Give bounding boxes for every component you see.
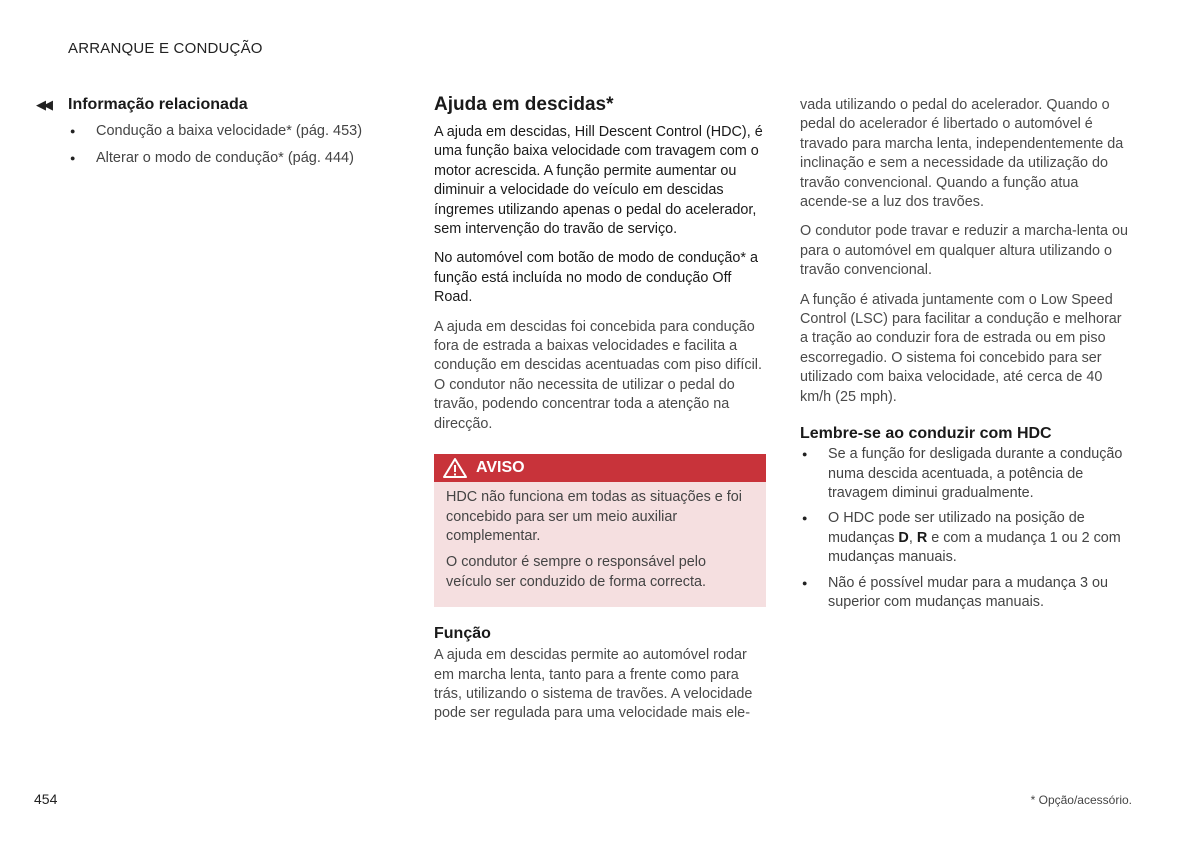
warning-triangle-icon	[442, 457, 468, 479]
lsc-paragraph: A função é ativada juntamente com o Low Speed Control (LSC) para facilitar a condução e melhorar a tração ao conduzir fora de estrada ou em piso escorregadio. O sistema foi concebido para ser utilizado com baixa velocidade, até cerca de 40 km/h (25 mph).	[800, 291, 1122, 405]
reminder-item	[800, 509, 1132, 567]
related-link-low-speed[interactable]: ● Condução a baixa velocidade* (pág. 453)	[68, 122, 376, 140]
reminder-item: ● Não é possível mudar para a mudança 3 ou superior com mudanças manuais.	[800, 574, 1132, 613]
design-paragraph: A ajuda em descidas foi concebida para condução fora de estrada a baixas velocidades e facilita a condução em descidas acentuadas com piso difícil. O condutor não necessita de utilizar o pedal do travão, podendo concentrar toda a atenção na direcção.	[434, 318, 762, 432]
page-title: Ajuda em descidas*	[434, 94, 614, 115]
warning-box	[434, 454, 766, 607]
reminder-list	[800, 445, 1132, 612]
section-header: ARRANQUE E CONDUÇÃO	[68, 40, 263, 57]
related-info-title: Informação relacionada	[68, 96, 248, 113]
warning-header	[434, 454, 766, 482]
warning-text-1: HDC não funciona em todas as situações e foi concebido para ser um meio auxiliar complementar.	[446, 489, 742, 544]
double-chevron-left-icon: ◀◀	[36, 97, 50, 112]
warning-text-2: O condutor é sempre o responsável pelo veículo ser conduzido de forma correcta.	[446, 554, 706, 590]
related-info-heading	[36, 96, 376, 114]
related-link-drive-mode[interactable]: ● Alterar o modo de condução* (pág. 444)	[68, 149, 376, 167]
reminder-item: ● Se a função for desligada durante a condução numa descida acentuada, a potência de travagem diminui gradualmente.	[800, 445, 1132, 503]
braking-paragraph: O condutor pode travar e reduzir a marcha-lenta ou para o automóvel em qualquer altura utilizando o travão convencional.	[800, 223, 1128, 279]
intro-paragraph: A ajuda em descidas, Hill Descent Control (HDC), é uma função baixa velocidade com travagem com o motor acrescida. A função permite aumentar ou diminuir a velocidade do veículo em descidas íngremes utilizando apenas o pedal do acelerador, sem intervenção do travão de serviço.	[434, 124, 763, 238]
reminder-item-separator: ,	[908, 529, 917, 546]
reminder-item-text: e com a mudança 1 ou 2 com mudanças manuais.	[828, 529, 1121, 566]
warning-body	[434, 482, 766, 607]
reminder-item-text: O HDC pode ser utilizado na posição de mudanças	[828, 510, 1085, 546]
page-number: 454	[34, 791, 58, 807]
right-column	[800, 96, 1132, 618]
warning-title: AVISO	[476, 459, 525, 477]
gear-d-label: D	[898, 529, 909, 546]
related-links-list	[36, 122, 376, 167]
function-heading: Função	[434, 625, 491, 643]
related-info-panel	[36, 96, 376, 176]
drive-mode-paragraph: No automóvel com botão de modo de condução* a função está incluída no modo de condução Off Road.	[434, 250, 759, 306]
reminder-heading: Lembre-se ao conduzir com HDC	[800, 425, 1052, 443]
main-column	[434, 94, 766, 734]
footnote: * Opção/acessório.	[1030, 793, 1132, 807]
function-paragraph: A ajuda em descidas permite ao automóvel rodar em marcha lenta, tanto para a frente como para trás, utilizando o sistema de travões. A velocidade pode ser regulada para uma velocidade mais ele-	[434, 647, 753, 722]
gear-r-label: R	[916, 529, 928, 546]
continued-paragraph: vada utilizando o pedal do acelerador. Quando o pedal do acelerador é libertado o automóvel é travado para marcha lenta, independentemente da inclinação e sem a necessidade da utilização do travão convencional. Quando a função atua acende-se a luz dos travões.	[800, 97, 1124, 211]
